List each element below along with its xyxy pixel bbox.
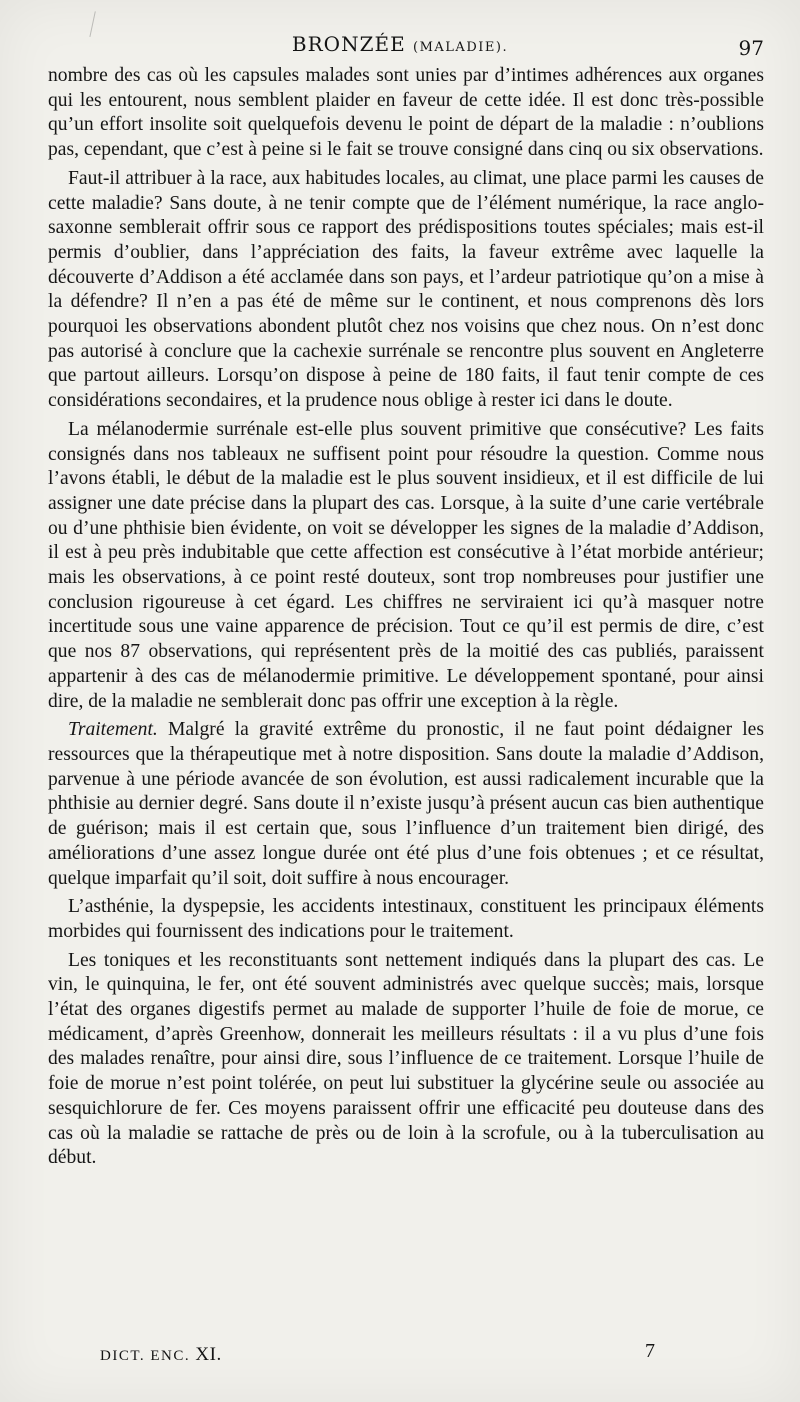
paragraph-text: Malgré la gravité extrême du pronostic, il ne faut point dédaigner les ressources que la thérapeutique met à notre disposition. Sans doute la maladie d’Addison, parvenue à une période avancée de son évolution, est aussi radicalement incurable que la phthisie au dernier degré. Sans doute il n’existe jusqu’à présent aucun cas bien authentique de guérison; mais il est certain que, sous l’influence d’un traitement bien dirigé, des améliorations d’une assez longue durée ont été plus d’une fois obtenues ; et ce résultat, quelque imparfait qu’il soit, doit suffire à nous encourager. xyxy=(48,719,764,889)
running-title xyxy=(0,32,800,56)
signature-volume: XI. xyxy=(195,1344,222,1365)
paragraph-text: Les toniques et les reconstituants sont nettement indiqués dans la plupart des cas. Le vin, le quinquina, le fer, ont été souvent administrés avec quelque succès; mais, lorsque l’état des organes digestifs permet au malade de supporter l’huile de foie de morue, ce médicament, d’après Greenhow, donnerait les meilleurs résultats : il a vu plus d’une fois des malades renaître, pour ainsi dire, sous l’influence de ce traitement. Lorsque l’huile de foie de morue n’est point tolérée, on peut lui substituer la glycérine seule ou associée au sesquichlorure de fer. Ces moyens paraissent offrir une efficacité peu douteuse dans des cas où la maladie se rattache de près ou de loin à la scrofule, ou à la tuberculisation au début. xyxy=(48,949,764,1169)
running-title-sub: (MALADIE). xyxy=(413,40,509,55)
running-title-main: BRONZÉE xyxy=(291,32,406,56)
paragraph xyxy=(48,949,764,1171)
page-number: 97 xyxy=(738,36,764,60)
printer-signature xyxy=(100,1344,222,1366)
paragraph-treatment xyxy=(48,718,764,891)
article-body xyxy=(48,64,764,1175)
paragraph xyxy=(48,895,764,944)
paragraph xyxy=(48,64,764,163)
paragraph-text: La mélanodermie surrénale est-elle plus souvent primitive que consécutive? Les faits consignés dans nos tableaux ne suffisent point pour résoudre la question. Comme nous l’avons établi, le début de la maladie est le plus souvent insidieux, et il est difficile de lui assigner une date précise dans la plupart des cas. Lorsque, à la suite d’une carie vertébrale ou d’une phthisie bien évidente, on voit se développer les signes de la maladie d’Addison, il est à peu près indubitable que cette affection est consécutive à l’état morbide antérieur; mais les observations, à ce point resté douteux, sont trop nombreuses pour justifier une conclusion rigoureuse à cet égard. Les chiffres ne serviraient ici qu’à masquer notre incertitude sous une vaine apparence de précision. Tout ce qu’il est permis de dire, c’est que nos 87 observations, qui représentent près de la moitié des cas publiés, paraissent appartenir à des cas de mélanodermie primitive. Le développement spontané, pour ainsi dire, de la maladie ne semblerait donc pas offrir une exception à la règle. xyxy=(48,418,764,712)
paragraph-text: L’asthénie, la dyspepsie, les accidents intestinaux, constituent les principaux éléments morbides qui fournissent des indications pour le traitement. xyxy=(48,896,764,942)
page-header xyxy=(0,30,800,64)
paragraph-text: nombre des cas où les capsules malades sont unies par d’intimes adhérences aux organes qui les entourent, nous semblent plaider en faveur de cette idée. Il est donc très-possible qu’un effort insolite soit quelquefois devenu le point de départ de la maladie : n’oublions pas, cependant, que c’est à peine si le fait se trouve consigné dans cinq ou six observations. xyxy=(48,65,764,161)
paragraph-text: Faut-il attribuer à la race, aux habitudes locales, au climat, une place parmi les causes de cette maladie? Sans doute, à ne tenir compte que de l’élément numérique, la race anglo-saxonne semblerait offrir sous ce rapport des prédispositions toutes spéciales; mais est-il permis d’oublier, dans l’appréciation des faits, la faveur extrême avec laquelle la découverte d’Addison a été acclamée dans son pays, et l’ardeur patriotique qu’on a mise à la défendre? Il n’en a pas été de même sur le continent, et nous comprenons dès lors pourquoi les observations abondent plutôt chez nos voisins que chez nous. On n’est donc pas autorisé à conclure que la cachexie surrénale se rencontre plus souvent en Angleterre que partout ailleurs. Lorsqu’on dispose à peine de 180 faits, il faut tenir compte de ces considérations secondaires, et la prudence nous oblige à rester ici dans le doute. xyxy=(48,167,764,412)
paragraph xyxy=(48,167,764,414)
paragraph xyxy=(48,418,764,714)
page-footer xyxy=(0,1340,800,1370)
signature-text: DICT. ENC. xyxy=(100,1348,191,1364)
sheet-number: 7 xyxy=(645,1340,655,1362)
section-run-in-heading: Traitement. xyxy=(68,719,158,741)
